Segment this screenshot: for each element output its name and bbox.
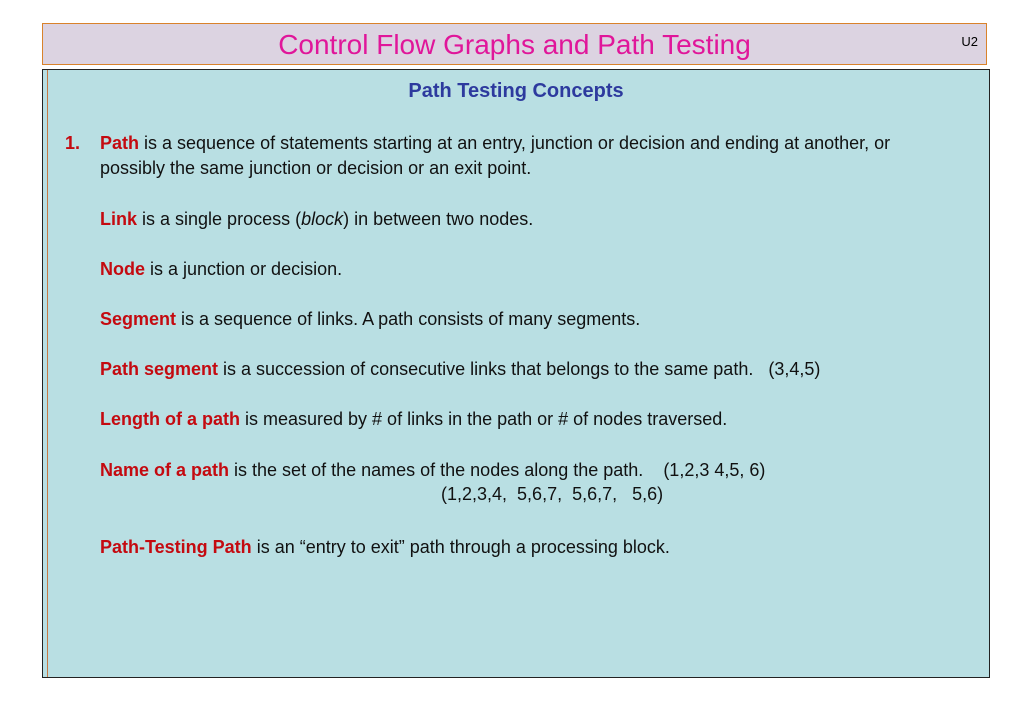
definition-link-italic: block [301,209,344,229]
term-link: Link [100,209,138,229]
definition-segment-text: is a sequence of links. A path consists of many segments. [176,309,641,329]
definition-path-segment [100,357,960,382]
definition-link-text-before: is a single process ( [137,209,302,229]
definition-link-text-after: ) in between two nodes. [343,209,534,229]
definition-name-of-path-text: is the set of the names of the nodes along the path. (1,2,3 4,5, 6) [229,460,766,480]
slide-code: U2 [961,34,978,49]
definition-node [100,257,960,282]
definition-link [100,207,960,232]
panel-edge-line [47,70,48,677]
term-length-of-path: Length of a path [100,409,240,429]
definition-segment [100,307,960,332]
term-name-of-path: Name of a path [100,460,230,480]
term-node: Node [100,259,145,279]
term-segment: Segment [100,309,177,329]
name-of-path-example: (1,2,3,4, 5,6,7, 5,6,7, 5,6) [441,484,664,504]
section-subtitle: Path Testing Concepts [408,80,624,102]
term-path-segment: Path segment [100,359,219,379]
content-panel [42,69,990,678]
title-bar [42,23,987,65]
term-path-testing-path: Path-Testing Path [100,537,252,557]
definition-path-text: is a sequence of statements starting at an entry, junction or decision and ending at another, or possibly the same junction or decision or an exit point. [100,133,891,178]
definition-path-testing-path [100,535,960,560]
definition-name-of-path [100,458,960,483]
list-number: 1. [65,133,81,153]
definition-length-of-path [100,407,960,432]
definition-path-segment-text: is a succession of consecutive links that belongs to the same path. (3,4,5) [218,359,821,379]
definition-node-text: is a junction or decision. [145,259,343,279]
definition-path [100,131,960,181]
definition-path-testing-path-text: is an “entry to exit” path through a processing block. [251,537,670,557]
slide-title: Control Flow Graphs and Path Testing [278,29,751,60]
term-path: Path [100,133,140,153]
definition-length-of-path-text: is measured by # of links in the path or # of nodes traversed. [239,409,728,429]
